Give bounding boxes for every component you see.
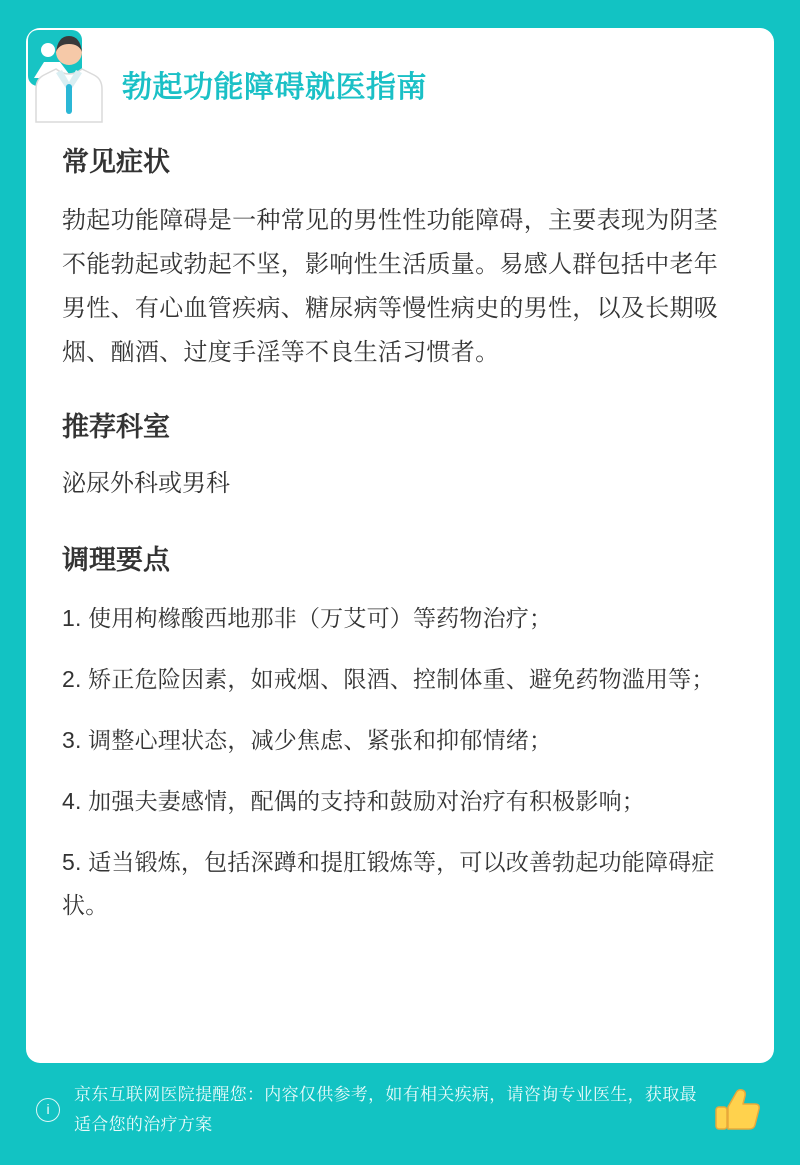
doctor-icon	[26, 28, 110, 138]
list-item: 1. 使用枸橼酸西地那非（万艾可）等药物治疗；	[62, 605, 553, 631]
section-heading-symptoms: 常见症状	[62, 147, 170, 177]
list-item: 4. 加强夫妻感情，配偶的支持和鼓励对治疗有积极影响；	[62, 788, 645, 814]
section-heading-department: 推荐科室	[62, 412, 170, 442]
list-item: 5. 适当锻炼，包括深蹲和提肛锻炼等，可以改善勃起功能障碍症状。	[62, 849, 715, 918]
footer-disclaimer-bar	[26, 1073, 774, 1147]
thumbs-up-icon[interactable]	[710, 1083, 764, 1137]
section-text-department: 泌尿外科或男科	[62, 470, 230, 497]
page-title: 勃起功能障碍就医指南	[122, 71, 427, 104]
section-text-symptoms: 勃起功能障碍是一种常见的男性性功能障碍，主要表现为阴茎不能勃起或勃起不坚，影响性生活质量。易感人群包括中老年男性、有心血管疾病、糖尿病等慢性病史的男性，以及长期吸烟、酗酒、过度手淫等不良生活习惯者。	[62, 207, 719, 366]
care-points-list	[62, 597, 738, 927]
section-heading-care-points: 调理要点	[62, 545, 170, 575]
guide-card	[26, 28, 774, 1063]
list-item: 2. 矫正危险因素，如戒烟、限酒、控制体重、避免药物滥用等；	[62, 666, 715, 692]
footer-disclaimer-text: 京东互联网医院提醒您：内容仅供参考，如有相关疾病，请咨询专业医生，获取最适合您的治疗方案	[74, 1085, 697, 1134]
info-icon: i	[36, 1098, 60, 1122]
list-item: 3. 调整心理状态，减少焦虑、紧张和抑郁情绪；	[62, 727, 553, 753]
